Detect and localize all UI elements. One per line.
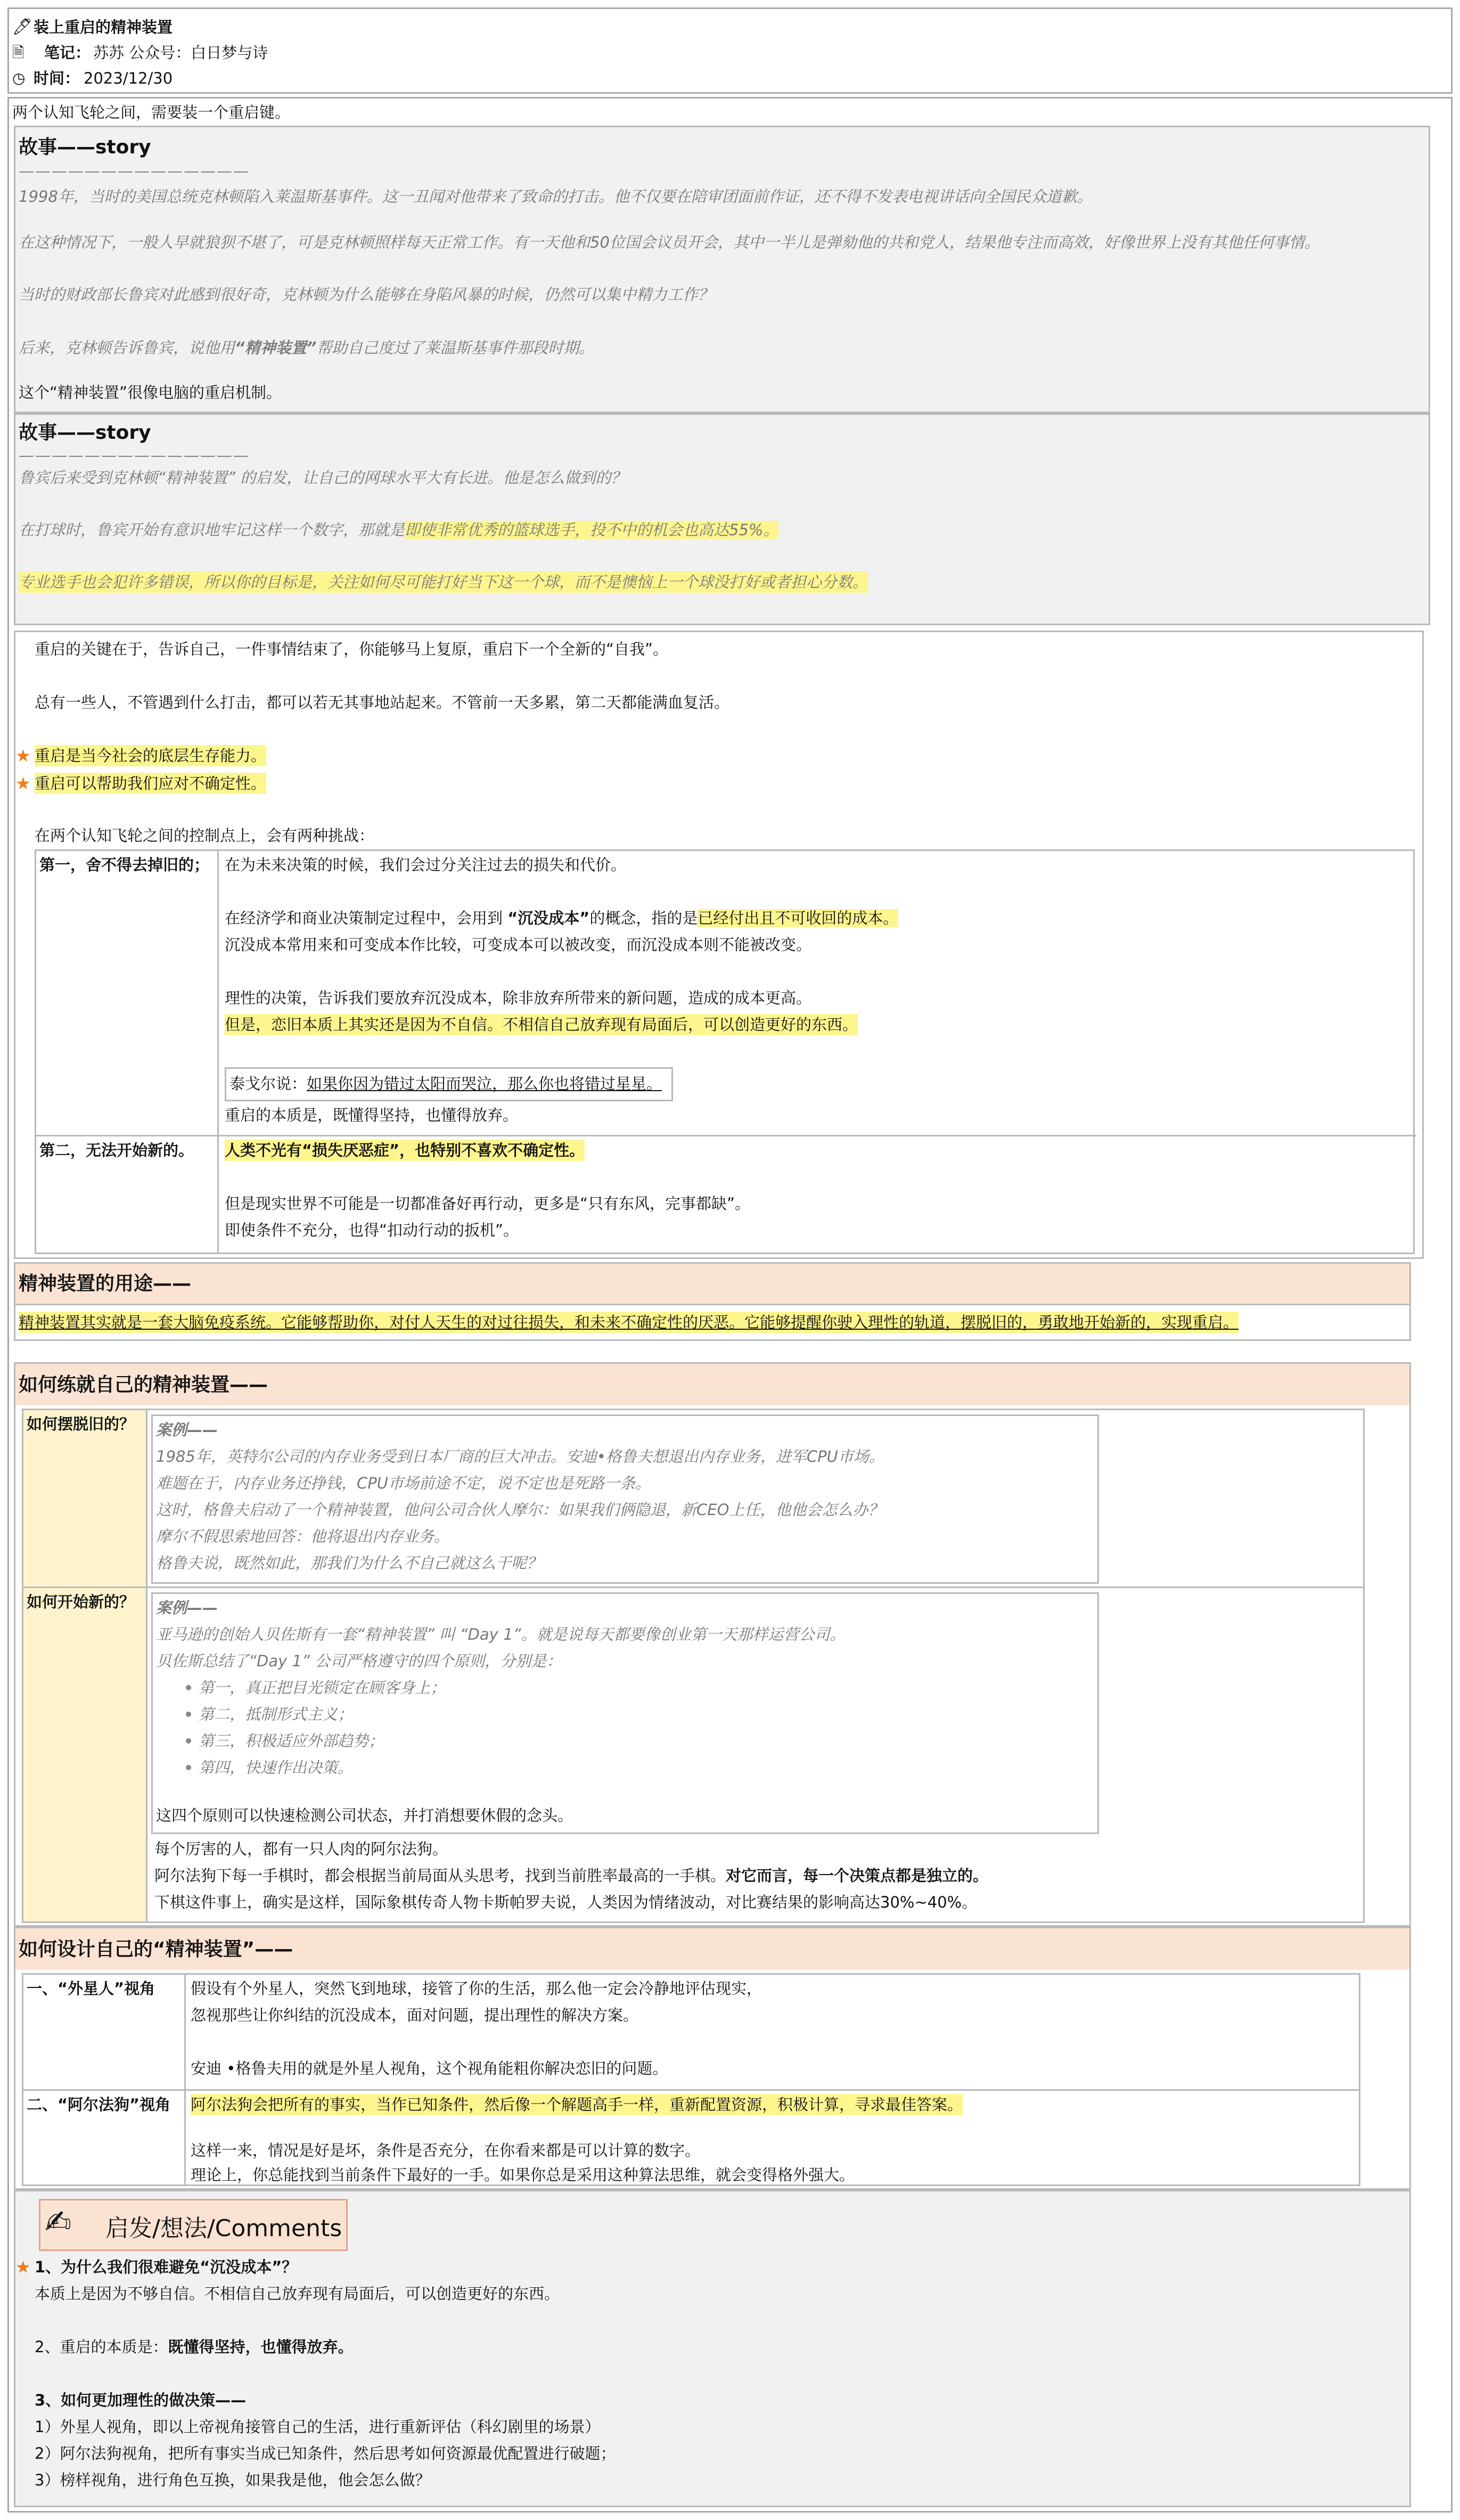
challenge1-line3: 沉没成本常用来和可变成本作比较，可变成本可以被改变，而沉没成本则不能被改变。: [225, 936, 812, 954]
case2-line3: 这四个原则可以快速检测公司状态，并打消想要休假的念头。: [156, 1806, 573, 1824]
comments-box: [14, 2190, 1411, 2507]
comments-a3-2: 2）阿尔法狗视角，把所有事实当成已知条件，然后思考如何资源最优配置进行破题；: [35, 2444, 616, 2462]
usage-title: 精神装置的用途——: [19, 1273, 192, 1295]
story1-box: [14, 126, 1430, 413]
usage-box: [14, 1262, 1411, 1341]
case2-box: [151, 1592, 1099, 1834]
challenge1-line2-a: 在经济学和商业决策制定过程中，会用到: [225, 909, 508, 927]
design-r2-line2: 这样一来，情况是好是坏，条件是否充分，在你看来都是可以计算的数字。: [191, 2141, 701, 2159]
design-r2-line1: 阿尔法狗会把所有的事实，当作已知条件，然后像一个解题高手一样，重新配置资源，积极计算，寻求最佳答案。: [191, 2094, 963, 2115]
design-table: [22, 1973, 1360, 2186]
comments-a3-3: 3）榜样视角，进行角色互换，如果我是他，他会怎么做？: [35, 2471, 431, 2489]
quote-text: [229, 1073, 662, 1094]
story2-box: [14, 413, 1430, 625]
case1-line: 摩尔不假思索地回答：他将退出内存业务。: [156, 1527, 450, 1545]
design-r1-line1: 假设有个外星人，突然飞到地球，接管了你的生活，那么他一定会冷静地评估现实，: [191, 1979, 762, 1998]
story2-title: 故事——story: [19, 422, 151, 444]
time-label: 时间：: [34, 69, 80, 87]
restart-s1: 重启是当今社会的底层生存能力。: [35, 745, 266, 766]
quote-box: [225, 1067, 673, 1101]
design-r2-line3: 理论上，你总能找到当前条件下最好的一手。如果你总是采用这种算法思维，就会变得格外强大。: [191, 2166, 855, 2184]
quote-content: 如果你因为错过太阳而哭泣，那么你也将错过星星。: [307, 1075, 662, 1093]
story1-p2: 在这种情况下，一般人早就狼狈不堪了，可是克林顿照样每天正常工作。有一天他和50位国会议员开会，其中一半儿是弹劾他的共和党人，结果他专注而高效，好像世界上没有其他任何事情。: [19, 233, 1320, 251]
challenge2-label-cell: [36, 1136, 219, 1253]
table-row: [23, 2091, 1359, 2184]
case2-line2: 贝佐斯总结了“Day 1” 公司严格遵守的四个原则，分别是：: [156, 1652, 562, 1670]
table-row: [23, 1975, 1359, 2091]
design-r1-line2: 忽视那些让你纠结的沉没成本，面对问题，提出理性的解决方案。: [191, 2006, 639, 2024]
design-r2-label: 二、“阿尔法狗”视角: [27, 2096, 171, 2114]
story1-p3: 当时的财政部长鲁宾对此感到很好奇，克林顿为什么能够在身陷风暴的时候，仍然可以集中精力工作？: [19, 285, 714, 304]
practice-r2-o2-a: 阿尔法狗下每一手棋时，都会根据当前局面从头思考，找到当前胜率最高的一手棋。: [154, 1867, 726, 1885]
practice-r2-label-cell: [23, 1588, 147, 1921]
story1-p4-a: 后来，克林顿告诉鲁宾，说他用: [19, 339, 235, 357]
bullet-icon: [186, 1712, 191, 1717]
challenge1-line2-c: 的概念，指的是: [589, 909, 698, 927]
design-title-bar: [15, 1928, 1409, 1970]
practice-title: 如何练就自己的精神装置——: [19, 1374, 268, 1396]
restart-p3: 在两个认知飞轮之间的控制点上，会有两种挑战：: [35, 827, 375, 845]
story1-divider: ——————————————: [19, 162, 250, 180]
story2-p1: 鲁宾后来受到克林顿“精神装置” 的启发，让自己的网球水平大有长进。他是怎么做到的？: [19, 469, 627, 487]
case2-bullet: 第四，快速作出决策。: [199, 1758, 354, 1777]
practice-r2-o3: 下棋这件事上，确实是这样，国际象棋传奇人物卡斯帕罗夫说，人类因为情绪波动，对比赛结果的影响高达30%~40%。: [154, 1893, 978, 1911]
comments-title: 启发/想法/Comments: [105, 2215, 342, 2242]
case2-bullet: 第一，真正把目光锁定在顾客身上；: [199, 1679, 446, 1697]
comments-q3: 3、如何更加理性的做决策——: [35, 2391, 247, 2409]
document-icon: 🗎: [12, 44, 24, 61]
bullet-icon: [186, 1738, 191, 1744]
case1-line: 1985年，英特尔公司的内存业务受到日本厂商的巨大冲击。安迪•格鲁夫想退出内存业务，进军CPU市场。: [156, 1447, 884, 1466]
design-r1-line3: 安迪 •格鲁夫用的就是外星人视角，这个视角能粗你解决恋旧的问题。: [191, 2059, 668, 2077]
challenge1-line5: 但是，恋旧本质上其实还是因为不自信。不相信自己放弃现有局面后，可以创造更好的东西。: [225, 1014, 858, 1035]
quote-author: 泰戈尔说：: [229, 1075, 307, 1093]
practice-box: [14, 1362, 1411, 1927]
case1-line: 难题在于，内存业务还挣钱，CPU市场前途不定，说不定也是死路一条。: [156, 1474, 651, 1492]
bullet-icon: [186, 1765, 191, 1770]
story1-p4-bold: “精神装置”: [235, 339, 317, 357]
challenge2-label: 第二，无法开始新的。: [39, 1141, 194, 1159]
story2-p2-highlight: 即使非常优秀的篮球选手，投不中的机会也高达55%。: [405, 521, 779, 539]
header-box: [7, 7, 1453, 94]
case1-box: [151, 1414, 1099, 1584]
writing-hand-icon: ✍: [45, 2204, 72, 2241]
comments-header: [39, 2199, 348, 2251]
challenge1-label: 第一，舍不得去掉旧的；: [39, 856, 210, 874]
case2-line1: 亚马逊的创始人贝佐斯有一套“精神装置” 叫 “Day 1”。就是说每天都要像创业第一天那样运营公司。: [156, 1625, 846, 1643]
story2-p3: 专业选手也会犯许多错误，所以你的目标是，关注如何尽可能打好当下这一个球，而不是懊恼上一个球没打好或者担心分数。: [19, 571, 868, 593]
case1-line: 这时，格鲁夫启动了一个精神装置，他问公司合伙人摩尔：如果我们俩隐退，新CEO上任，他他会怎么办？: [156, 1501, 884, 1519]
challenge1-label-cell: [36, 851, 219, 1135]
star-icon: ★: [15, 773, 31, 793]
case1-title: 案例——: [156, 1421, 218, 1439]
star-icon: ★: [15, 2257, 31, 2277]
bullet-icon: [186, 1685, 191, 1690]
restart-box: [14, 631, 1424, 1259]
challenge1-line2: [225, 907, 898, 929]
stamp-icon: 🖊: [12, 18, 33, 36]
challenge-table: [35, 849, 1415, 1254]
story2-p2-a: 在打球时，鲁宾开始有意识地牢记这样一个数字，那就是: [19, 521, 405, 539]
usage-text: 精神装置其实就是一套大脑免疫系统。它能够帮助你，对付人天生的对过往损失，和未来不确定性的厌恶。它能够提醒你驶入理性的轨道，摆脱旧的，勇敢地开始新的，实现重启。: [19, 1312, 1238, 1333]
challenge2-line1: 人类不光有“损失厌恶症”，也特别不喜欢不确定性。: [225, 1140, 585, 1161]
story2-p2: [19, 519, 778, 541]
note-value: 苏苏 公众号：白日梦与诗: [93, 44, 268, 62]
challenge1-line2-highlight: 已经付出且不可收回的成本。: [698, 909, 899, 927]
comments-q2-bold: 既懂得坚持，也懂得放弃。: [168, 2338, 354, 2356]
table-row: [36, 1136, 1416, 1253]
restart-p2: 总有一些人，不管遇到什么打击，都可以若无其事地站起来。不管前一天多累，第二天都能满血复活。: [35, 693, 730, 711]
challenge1-line4: 理性的决策，告诉我们要放弃沉没成本，除非放弃所带来的新问题，造成的成本更高。: [225, 989, 812, 1007]
practice-r1-label: 如何摆脱旧的？: [27, 1415, 135, 1433]
story1-p5: 这个“精神装置”很像电脑的重启机制。: [19, 383, 282, 402]
restart-s2: 重启可以帮助我们应对不确定性。: [35, 773, 266, 794]
comments-q2-a: 2、重启的本质是：: [35, 2338, 168, 2356]
challenge2-line3: 即使条件不充分，也得“扣动行动的扳机”。: [225, 1221, 519, 1239]
challenge1-line6: 重启的本质是，既懂得坚持，也懂得放弃。: [225, 1106, 519, 1124]
comments-a3-1: 1）外星人视角，即以上帝视角接管自己的生活，进行重新评估（科幻剧里的场景）: [35, 2418, 601, 2436]
practice-r2-o2: [154, 1865, 988, 1886]
table-row: [36, 851, 1416, 1136]
clock-icon: ◷: [12, 69, 26, 87]
table-row: [23, 1410, 1363, 1588]
design-box: [14, 1927, 1411, 2190]
comments-q1: 1、为什么我们很难避免“沉没成本”？: [35, 2258, 298, 2276]
story1-p4-c: 帮助自己度过了莱温斯基事件那段时期。: [316, 339, 595, 357]
design-r2-label-cell: [23, 2091, 186, 2184]
intro-text: 两个认知飞轮之间，需要装一个重启键。: [12, 103, 291, 121]
challenge1-line1: 在为未来决策的时候，我们会过分关注过去的损失和代价。: [225, 856, 627, 874]
design-title: 如何设计自己的“精神装置”——: [19, 1938, 293, 1960]
note-label: 笔记：: [44, 44, 91, 62]
star-icon: ★: [15, 746, 31, 766]
story1-p1: 1998年，当时的美国总统克林顿陷入莱温斯基事件。这一丑闻对他带来了致命的打击。他不仅要在陪审团面前作证，还不得不发表电视讲话向全国民众道歉。: [19, 187, 1093, 206]
table-row: [23, 1588, 1363, 1921]
practice-r2-o2-bold: 对它而言，每一个决策点都是独立的。: [726, 1867, 989, 1885]
challenge2-line2: 但是现实世界不可能是一切都准备好再行动，更多是“只有东风，完事都缺”。: [225, 1194, 751, 1213]
case2-bullet: 第二，抵制形式主义；: [199, 1705, 354, 1723]
usage-title-bar: [15, 1264, 1409, 1305]
case1-line: 格鲁夫说，既然如此，那我们为什么不自己就这么干呢？: [156, 1554, 543, 1572]
story1-title: 故事——story: [19, 136, 151, 158]
practice-table: [22, 1409, 1365, 1923]
page-title: 装上重启的精神装置: [34, 18, 173, 36]
practice-r2-o1: 每个厉害的人，都有一只人肉的阿尔法狗。: [154, 1840, 448, 1858]
story1-p4: [19, 337, 594, 358]
story2-divider: ——————————————: [19, 446, 250, 464]
practice-r2-label: 如何开始新的？: [27, 1593, 135, 1611]
design-r1-label-cell: [23, 1975, 186, 2089]
practice-r1-label-cell: [23, 1410, 147, 1586]
case2-bullet: 第三，积极适应外部趋势；: [199, 1732, 384, 1750]
comments-a1: 本质上是因为不够自信。不相信自己放弃现有局面后，可以创造更好的东西。: [35, 2285, 560, 2303]
design-r1-label: 一、“外星人”视角: [27, 1979, 155, 1998]
comments-q2: [35, 2336, 353, 2358]
time-value: 2023/12/30: [84, 69, 173, 87]
case2-title: 案例——: [156, 1599, 218, 1617]
challenge1-line2-bold: “沉没成本”: [507, 909, 590, 927]
restart-p1: 重启的关键在于，告诉自己，一件事情结束了，你能够马上复原，重启下一个全新的“自我”。: [35, 640, 669, 658]
practice-title-bar: [15, 1364, 1409, 1405]
